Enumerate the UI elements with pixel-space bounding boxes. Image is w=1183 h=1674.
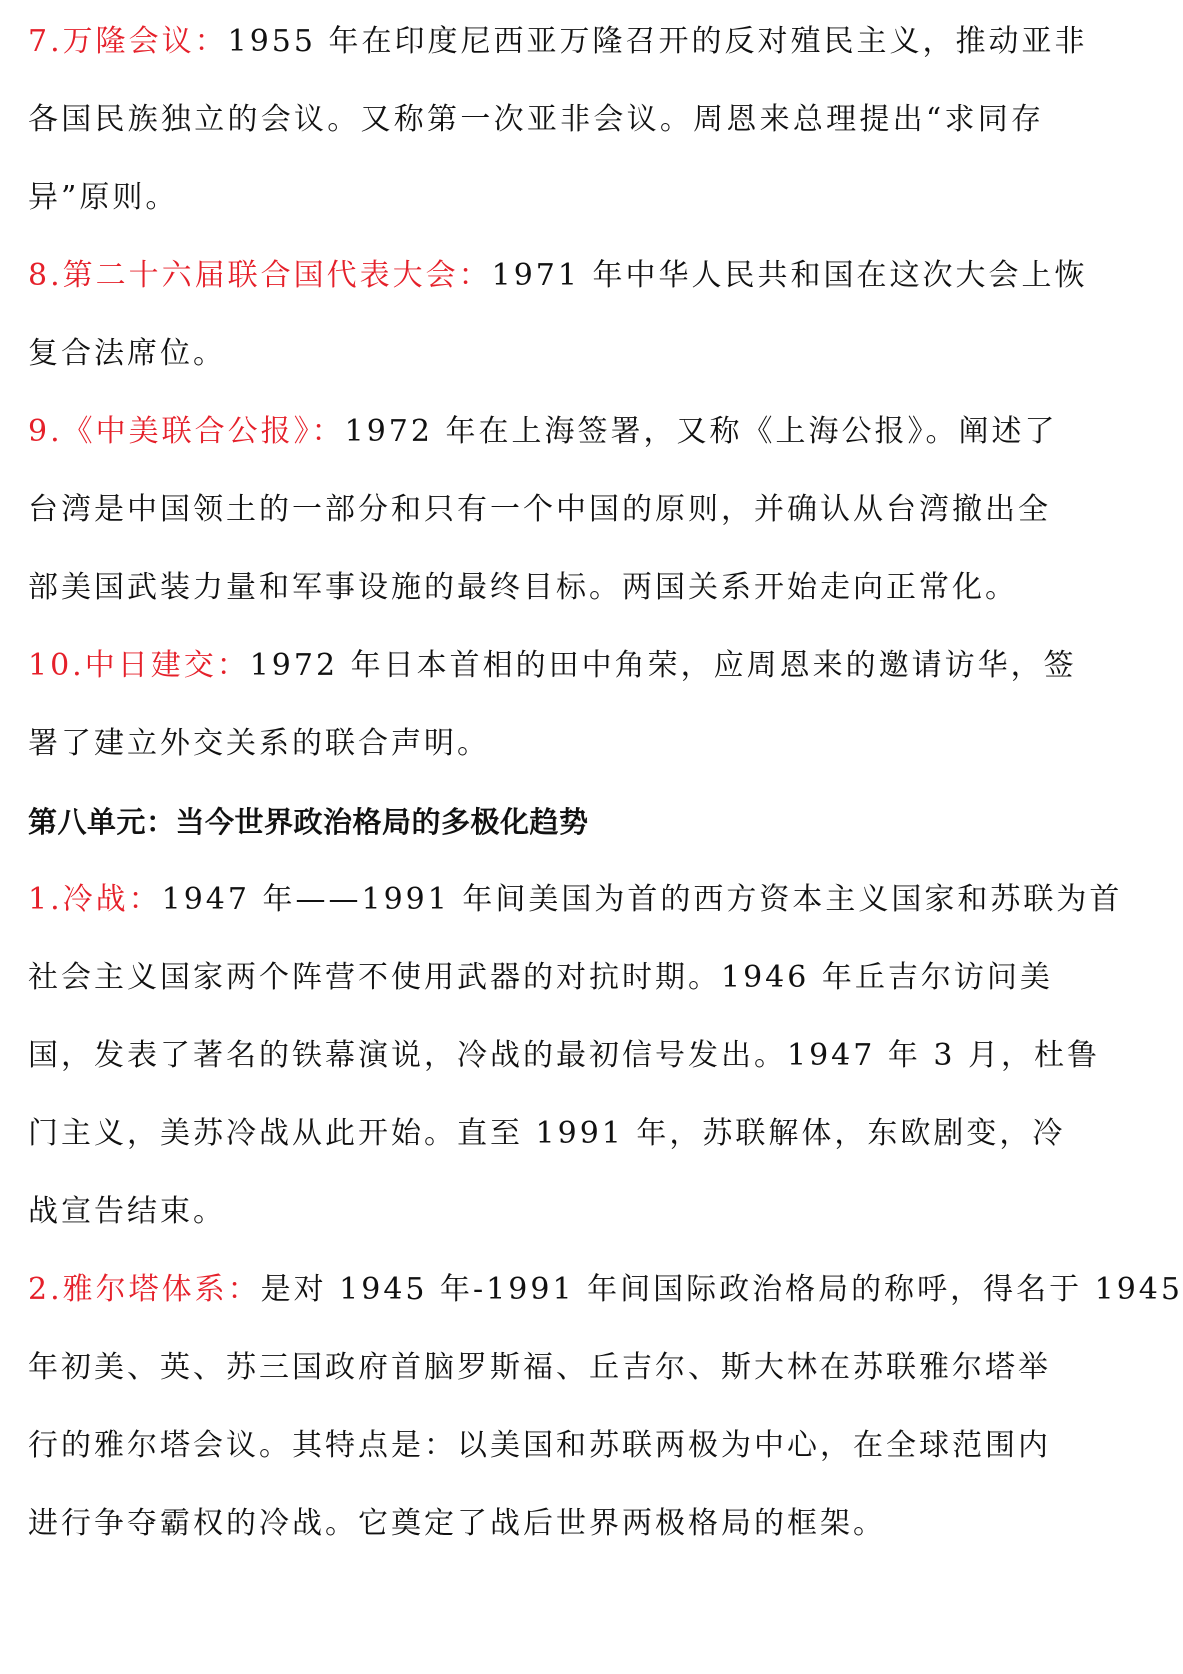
item-7-line-2: 各国民族独立的会议。又称第一次亚非会议。周恩来总理提出“求同存 [28, 102, 1044, 137]
item-7-line-1 [28, 12, 1088, 72]
item-9-line-1 [28, 402, 1058, 462]
item-8-line-2: 复合法席位。 [28, 336, 226, 371]
cold-war-line-1 [28, 870, 1123, 930]
item-9-line-2: 台湾是中国领土的一部分和只有一个中国的原则，并确认从台湾撤出全 [28, 492, 1051, 527]
item-10-line-2: 署了建立外交关系的联合声明。 [28, 726, 490, 761]
item-10-text-1: 1972 年日本首相的田中角荣，应周恩来的邀请访华，签 [249, 648, 1077, 683]
item-9-text-1: 1972 年在上海签署，又称《上海公报》。阐述了 [344, 414, 1058, 449]
cold-war-line-5: 战宣告结束。 [28, 1194, 226, 1229]
yalta-line-2: 年初美、英、苏三国政府首脑罗斯福、丘吉尔、斯大林在苏联雅尔塔举 [28, 1350, 1051, 1385]
yalta-line-1 [28, 1260, 1183, 1320]
item-8-line-1 [28, 246, 1088, 306]
yalta-line-3: 行的雅尔塔会议。其特点是：以美国和苏联两极为中心，在全球范围内 [28, 1428, 1051, 1463]
yalta-line-4: 进行争夺霸权的冷战。它奠定了战后世界两极格局的框架。 [28, 1506, 886, 1541]
item-7-text-1: 1955 年在印度尼西亚万隆召开的反对殖民主义，推动亚非 [227, 24, 1088, 59]
item-9-line-3: 部美国武装力量和军事设施的最终目标。两国关系开始走向正常化。 [28, 570, 1018, 605]
section-heading: 第八单元：当今世界政治格局的多极化趋势 [28, 805, 589, 839]
item-7-term: 7.万隆会议： [28, 24, 228, 59]
item-10-term: 10.中日建交： [28, 648, 250, 683]
item-10-line-1 [28, 636, 1077, 696]
cold-war-line-3: 国，发表了著名的铁幕演说，冷战的最初信号发出。1947 年 3 月，杜鲁 [28, 1038, 1101, 1073]
yalta-term: 2.雅尔塔体系： [28, 1272, 261, 1307]
cold-war-term: 1.冷战： [28, 882, 162, 917]
item-8-term: 8.第二十六届联合国代表大会： [28, 258, 492, 293]
item-9-term: 9.《中美联合公报》： [28, 414, 345, 449]
yalta-text-1: 是对 1945 年-1991 年间国际政治格局的称呼，得名于 1945 [260, 1272, 1183, 1307]
cold-war-line-4: 门主义，美苏冷战从此开始。直至 1991 年，苏联解体，东欧剧变，冷 [28, 1116, 1066, 1151]
cold-war-text-1: 1947 年——1991 年间美国为首的西方资本主义国家和苏联为首 [161, 882, 1123, 917]
cold-war-line-2: 社会主义国家两个阵营不使用武器的对抗时期。1946 年丘吉尔访问美 [28, 960, 1053, 995]
item-7-line-3: 异”原则。 [28, 180, 179, 215]
item-8-text-1: 1971 年中华人民共和国在这次大会上恢 [491, 258, 1088, 293]
